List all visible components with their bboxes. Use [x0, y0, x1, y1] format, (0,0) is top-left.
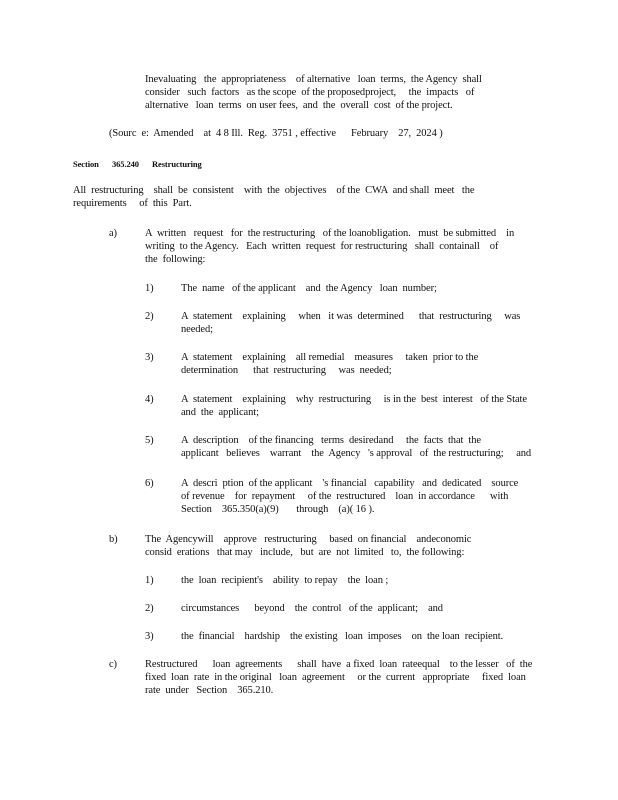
- item-a-2-marker: 2): [145, 311, 154, 322]
- intro-line-3: alternative loan terms on user fees, and the overall cost of the project.: [145, 100, 453, 111]
- item-b-2-line-1: circumstances beyond the control of the applicant; and: [181, 603, 443, 614]
- intro-line-1: Inevaluating the appropriateness of alternative loan terms, the Agency shall: [145, 74, 482, 85]
- item-a-5-line-1: A description of the financing terms desiredand the facts that the: [181, 435, 481, 446]
- item-a-4-line-1: A statement explaining why restructuring is in the best interest of the State: [181, 394, 527, 405]
- item-a-6-line-2: of revenue for repayment of the restructured loan in accordance with: [181, 491, 509, 502]
- item-a-4-marker: 4): [145, 394, 154, 405]
- section-label: Section: [73, 159, 99, 169]
- item-b-marker: b): [109, 534, 118, 545]
- section-title: Restructuring: [152, 159, 202, 169]
- item-a-5-marker: 5): [145, 435, 154, 446]
- item-a-line-1: A written request for the restructuring of the loanobligation. must be submitted in: [145, 228, 515, 239]
- opening-line-2: requirements of this Part.: [73, 198, 192, 209]
- item-a-6-line-1: A descri ption of the applicant 's financial capability and dedicated source: [181, 478, 519, 489]
- item-a-line-3: the following:: [145, 254, 206, 265]
- item-b-3-marker: 3): [145, 631, 154, 642]
- item-b-line-1: The Agencywill approve restructuring based on financial andeconomic: [145, 534, 472, 545]
- item-a-line-2: writing to the Agency. Each written request for restructuring shall containall of: [145, 241, 499, 252]
- item-a-3-line-1: A statement explaining all remedial measures taken prior to the: [181, 352, 479, 363]
- item-a-6-line-3: Section 365.350(a)(9) through (a)( 16 ).: [181, 504, 375, 515]
- item-a-3-marker: 3): [145, 352, 154, 363]
- item-c-line-3: rate under Section 365.210.: [145, 685, 274, 696]
- item-a-marker: a): [109, 228, 117, 239]
- intro-line-2: consider such factors as the scope of the proposedproject, the impacts of: [145, 87, 475, 98]
- item-a-1-line-1: The name of the applicant and the Agency loan number;: [181, 283, 437, 294]
- item-a-6-marker: 6): [145, 478, 154, 489]
- item-b-2-marker: 2): [145, 603, 154, 614]
- item-c-line-1: Restructured loan agreements shall have a fixed loan rateequal to the lesser of the: [145, 659, 533, 670]
- item-c-line-2: fixed loan rate in the original loan agreement or the current appropriate fixed loan: [145, 672, 526, 683]
- source-note: (Sourc e: Amended at 4 8 Ill. Reg. 3751 , effective February 27, 2024 ): [109, 128, 443, 139]
- item-a-2-line-2: needed;: [181, 324, 213, 335]
- item-a-5-line-2: applicant believes warrant the Agency 's approval of the restructuring; and: [181, 448, 532, 459]
- item-a-4-line-2: and the applicant;: [181, 407, 259, 418]
- item-a-3-line-2: determination that restructuring was needed;: [181, 365, 392, 376]
- item-c-marker: c): [109, 659, 117, 670]
- item-a-2-line-1: A statement explaining when it was determined that restructuring was: [181, 311, 521, 322]
- item-b-1-marker: 1): [145, 575, 154, 586]
- opening-line-1: All restructuring shall be consistent with the objectives of the CWA and shall meet the: [73, 185, 475, 196]
- item-b-1-line-1: the loan recipient's ability to repay the loan ;: [181, 575, 389, 586]
- item-b-line-2: consid erations that may include, but are not limited to, the following:: [145, 547, 465, 558]
- item-b-3-line-1: the financial hardship the existing loan imposes on the loan recipient.: [181, 631, 504, 642]
- section-number: 365.240: [112, 159, 139, 169]
- item-a-1-marker: 1): [145, 283, 154, 294]
